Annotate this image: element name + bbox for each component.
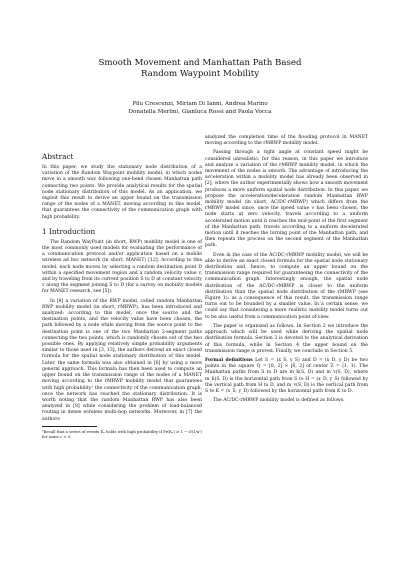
footnote: ¹Recall that a series of events Eₙ holds with high probability if Pr(Eₙ) ≥ 1 − O(1/nᶜ) for some c > 0. <box>42 428 202 439</box>
intro-paragraph-2: In [8] a variation of the RWP model, called random Manhattan RWP mobility model (in short, rMRWP), has been introduced and analyzed: according to this model, once the source and the destination points, and the velocity value have been chosen, the path followed by a node while moving from the source point to the destination point is one of the two Manhattan 2-segment paths connecting the two points, which is randomly chosen out of the two possible ones. By applying relatively simple probability arguments similar to those used in [3, 13], the authors derived an exact closed formula for the spatial node stationary distribution of this model. Later, the same formula was also obtained in [6] by using a more general approach. This formula has then been used to compute an upper bound on the transmission range of the nodes of a MANET moving according to the rMRWP mobility model that guarantees with high probability¹ the connectivity of the communication graph, once the network has reached the stationary distribution. It is worth noting that the random Manhattan RWP has also been analyzed in [8] while considering the problem of load-balanced routing in dense wireless multi-hop networks. Moreover, in [7] the authors <box>42 298 202 422</box>
formal-definitions-text: Let S = (x_S, y_S) and D = (x_D, y_D) be two points in the square Q = [0, 2] × [0, 2] of center Z = (1, 1). The Manhattan paths from S to D are m_h(S, D) and m_v(S, D), where m_h(S, D) is the horizontal path from S to H = (x_D, y_S) followed by the vertical path from H to D, and m_v(S, D) is the vertical path from S to K = (x_S, y_D) followed by the horizontal path from K to D. <box>205 357 369 394</box>
formal-definitions-label: Formal definitions <box>205 357 253 363</box>
paper-title <box>0 58 400 80</box>
abstract-text: In this paper, we study the stationary node distribution of a variation of the Random Waypoint mobility model, in which nodes move in a smooth way following one-bend chosen Manhattan path connecting two points. We provide analytical results for the spatial node stationary distribution of this model. As an application, we exploit this result to derive an upper bound on the transmission range of the nodes of a MANET, moving according to this model, that guarantees the connectivity of the communication graph with high probability. <box>42 165 202 220</box>
footnote-divider <box>42 426 97 427</box>
introduction-heading: 1 Introduction <box>42 226 96 236</box>
left-column <box>42 152 202 439</box>
authors-line-1: Pilu Crescenzi, Miriam Di Ianni, Andrea Marino <box>132 101 268 107</box>
right-paragraph-1: analyzed the completion time of the flooding protocol in MANET moving according to the rMRWP mobility model. <box>205 135 368 147</box>
formal-definitions-paragraph <box>205 358 368 395</box>
title-line-2: Random Waypoint Mobility <box>140 69 260 79</box>
intro-paragraph-1: The Random WayPoint (in short, RWP) mobility model is one of the most commonly used models for evaluating the performance of a communication protocol and/or application based on a mobile wireless ad hoc network (in short, MANET) [12]. According to this model, each node moves by selecting a random destination point D within a specified movement region and a random velocity value v, and by traveling from its current position S to D at constant velocity v along the segment joining S to D (for a survey on mobility models for MANET research, see [5]). <box>42 239 202 295</box>
right-paragraph-2: Passing through a right angle at constant speed might be considered unrealistic: for this reason, in this paper we introduce and analyze a variation of the rMRWP mobility model, in which the movement of the nodes is smooth. The advantage of introducing the acceleration within a mobility model has already been observed in [2], where the author experimentally shows how a smooth movement produces a more uniform spatial node distribution. In this paper, we propose the acceleration/deceleration random Manhattan RWP mobility model (in short, AC/DC-rMRWP) which differs from the rMRWP model since, once the speed value v has been chosen, the node starts at zero velocity, travels according to a uniform accelerated motion until it reaches the mid-point of the first segment of the Manhattan path, travels according to a uniform decelerated motion until it reaches the turning point of the Manhattan path, and then repeats the process on the second segment of the Manhattan path. <box>205 150 368 249</box>
right-column <box>205 135 368 407</box>
title-line-1: Smooth Movement and Manhattan Path Based <box>98 58 302 68</box>
authors-line-2: Donatella Merlini, Gianluca Rossi and Paola Vocca <box>128 109 272 115</box>
right-paragraph-6: The AC/DC-rMRWP mobility model is defined as follows. <box>213 398 345 404</box>
right-paragraph-3: Even in the case of the AC/DC-rMRWP mobility model, we will be able to derive an exact closed formula for the spatial node stationary distribution and, hence, to compute an upper bound on the transmission range required for guaranteeing the connectivity of the communication graph. Interestingly enough, the spatial node distribution of the AC/DC-rMRWP is closer to the uniform distribution than the spatial node distribution of the rMRWP (see Figure 1): as a consequence of this result, the transmission range turns out to be bounded by a smaller value. In a certain sense, we could say that considering a more realistic mobility model turns out to be also useful from a communication point of view. <box>205 252 368 320</box>
right-paragraph-4: The paper is organized as follows. In Section 2 we introduce the approach which will be used while deriving the spatial node distribution formula. Section 3 is devoted to the analytical derivation of this formula, while in Section 4 the upper bound on the transmission range is proved. Finally, we conclude in Section 5. <box>205 323 368 354</box>
author-list <box>0 100 400 116</box>
abstract-heading: Abstract <box>42 152 74 161</box>
